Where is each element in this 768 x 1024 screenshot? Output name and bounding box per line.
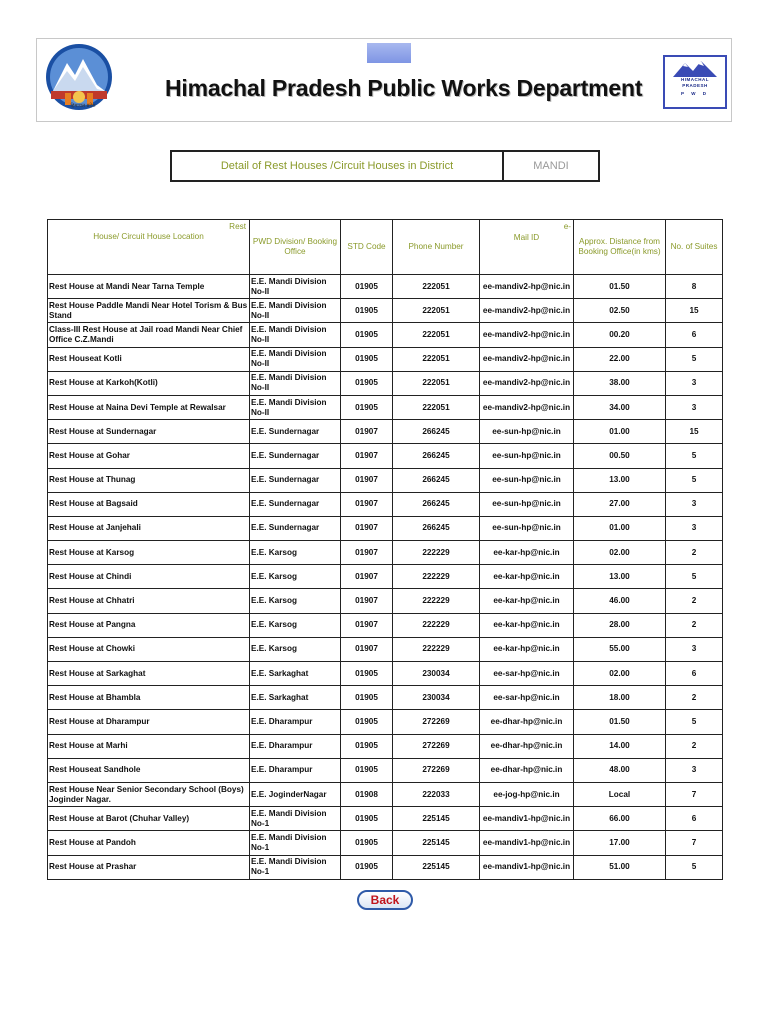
phone-cell: 266245	[393, 516, 480, 540]
suites-cell: 5	[666, 565, 723, 589]
header-location-text: House/ Circuit House Location	[93, 232, 204, 241]
std-code-cell: 01905	[341, 662, 393, 686]
mail-cell: ee-mandiv2-hp@nic.in	[480, 323, 574, 347]
district-detail-box	[170, 150, 600, 182]
division-cell: E.E. Mandi Division No-II	[250, 395, 341, 419]
division-cell: E.E. Mandi Division No-1	[250, 807, 341, 831]
mail-cell: ee-mandiv2-hp@nic.in	[480, 371, 574, 395]
pwd-logo-line1: HIMACHAL	[681, 77, 709, 82]
std-code-cell: 01907	[341, 516, 393, 540]
page-title: Himachal Pradesh Public Works Department	[165, 75, 643, 101]
table-header-row	[48, 220, 723, 275]
suites-cell: 6	[666, 323, 723, 347]
division-cell: E.E. Sarkaghat	[250, 686, 341, 710]
phone-cell: 222051	[393, 371, 480, 395]
std-code-cell: 01907	[341, 637, 393, 661]
phone-cell: 222051	[393, 347, 480, 371]
distance-cell: 51.00	[574, 855, 666, 879]
suites-cell: 5	[666, 710, 723, 734]
mail-cell: ee-mandiv2-hp@nic.in	[480, 347, 574, 371]
mail-cell: ee-mandiv2-hp@nic.in	[480, 275, 574, 299]
table-row	[48, 758, 723, 782]
std-code-cell: 01905	[341, 299, 393, 323]
division-cell: E.E. Sundernagar	[250, 468, 341, 492]
location-cell: Rest House at Mandi Near Tarna Temple	[48, 275, 250, 299]
distance-cell: 18.00	[574, 686, 666, 710]
mail-cell: ee-jog-hp@nic.in	[480, 782, 574, 806]
table-row	[48, 710, 723, 734]
phone-cell: 222051	[393, 395, 480, 419]
suites-cell: 3	[666, 637, 723, 661]
phone-cell: 266245	[393, 444, 480, 468]
location-cell: Rest House at Barot (Chuhar Valley)	[48, 807, 250, 831]
distance-cell: 34.00	[574, 395, 666, 419]
division-cell: E.E. Mandi Division No-1	[250, 831, 341, 855]
mail-cell: ee-sun-hp@nic.in	[480, 516, 574, 540]
std-code-cell: 01905	[341, 710, 393, 734]
location-cell: Rest Houseat Sandhole	[48, 758, 250, 782]
phone-cell: 222229	[393, 565, 480, 589]
phone-cell: 222051	[393, 323, 480, 347]
phone-cell: 222229	[393, 637, 480, 661]
distance-cell: 01.00	[574, 516, 666, 540]
std-code-cell: 01907	[341, 444, 393, 468]
mail-cell: ee-sun-hp@nic.in	[480, 468, 574, 492]
table-row	[48, 734, 723, 758]
suites-cell: 2	[666, 734, 723, 758]
table-row	[48, 637, 723, 661]
std-code-cell: 01908	[341, 782, 393, 806]
location-cell: Rest House Near Senior Secondary School (Boys) Joginder Nagar.	[48, 782, 250, 806]
table-row	[48, 855, 723, 879]
table-row	[48, 492, 723, 516]
table-row	[48, 589, 723, 613]
phone-cell: 272269	[393, 734, 480, 758]
distance-cell: 02.00	[574, 662, 666, 686]
phone-cell: 266245	[393, 468, 480, 492]
phone-cell: 230034	[393, 686, 480, 710]
division-cell: E.E. Mandi Division No-II	[250, 275, 341, 299]
suites-cell: 3	[666, 395, 723, 419]
table-row	[48, 613, 723, 637]
division-cell: E.E. Dharampur	[250, 710, 341, 734]
table-row	[48, 323, 723, 347]
mail-cell: ee-mandiv2-hp@nic.in	[480, 299, 574, 323]
distance-cell: 00.20	[574, 323, 666, 347]
division-cell: E.E. Sundernagar	[250, 444, 341, 468]
distance-cell: 28.00	[574, 613, 666, 637]
division-cell: E.E. Dharampur	[250, 734, 341, 758]
header-division: PWD Division/ Booking Office	[250, 220, 341, 275]
header-suites: No. of Suites	[666, 220, 723, 275]
table-row	[48, 468, 723, 492]
division-cell: E.E. Karsog	[250, 565, 341, 589]
location-cell: Rest House at Pangna	[48, 613, 250, 637]
phone-cell: 222229	[393, 613, 480, 637]
table-row	[48, 541, 723, 565]
mail-cell: ee-sun-hp@nic.in	[480, 444, 574, 468]
suites-cell: 5	[666, 347, 723, 371]
phone-cell: 222033	[393, 782, 480, 806]
suites-cell: 6	[666, 807, 723, 831]
mail-cell: ee-kar-hp@nic.in	[480, 589, 574, 613]
suites-cell: 2	[666, 613, 723, 637]
location-cell: Rest House at Chindi	[48, 565, 250, 589]
location-cell: Rest House at Thunag	[48, 468, 250, 492]
suites-cell: 5	[666, 444, 723, 468]
std-code-cell: 01907	[341, 492, 393, 516]
location-cell: Rest House at Dharampur	[48, 710, 250, 734]
phone-cell: 272269	[393, 710, 480, 734]
table-row	[48, 347, 723, 371]
division-cell: E.E. Sundernagar	[250, 516, 341, 540]
division-cell: E.E. Mandi Division No-II	[250, 347, 341, 371]
suites-cell: 6	[666, 662, 723, 686]
table-row	[48, 686, 723, 710]
suites-cell: 3	[666, 516, 723, 540]
distance-cell: 13.00	[574, 468, 666, 492]
division-cell: E.E. Sundernagar	[250, 420, 341, 444]
suites-cell: 2	[666, 686, 723, 710]
table-row	[48, 275, 723, 299]
distance-cell: 14.00	[574, 734, 666, 758]
suites-cell: 15	[666, 420, 723, 444]
phone-cell: 225145	[393, 855, 480, 879]
distance-cell: Local	[574, 782, 666, 806]
std-code-cell: 01907	[341, 589, 393, 613]
location-cell: Rest House at Karkoh(Kotli)	[48, 371, 250, 395]
distance-cell: 17.00	[574, 831, 666, 855]
mail-cell: ee-sar-hp@nic.in	[480, 662, 574, 686]
phone-cell: 266245	[393, 420, 480, 444]
header-banner	[36, 38, 732, 122]
header-distance: Approx. Distance from Booking Office(in kms)	[574, 220, 666, 275]
phone-cell: 225145	[393, 807, 480, 831]
header-phone: Phone Number	[393, 220, 480, 275]
suites-cell: 2	[666, 541, 723, 565]
division-cell: E.E. JoginderNagar	[250, 782, 341, 806]
std-code-cell: 01905	[341, 395, 393, 419]
mail-cell: ee-sar-hp@nic.in	[480, 686, 574, 710]
district-name: MANDI	[533, 160, 569, 172]
location-cell: Rest Houseat Kotli	[48, 347, 250, 371]
std-code-cell: 01907	[341, 541, 393, 565]
division-cell: E.E. Sarkaghat	[250, 662, 341, 686]
phone-cell: 222229	[393, 589, 480, 613]
mail-cell: ee-mandiv1-hp@nic.in	[480, 807, 574, 831]
division-cell: E.E. Sundernagar	[250, 492, 341, 516]
std-code-cell: 01905	[341, 831, 393, 855]
suites-cell: 7	[666, 831, 723, 855]
distance-cell: 38.00	[574, 371, 666, 395]
division-cell: E.E. Karsog	[250, 613, 341, 637]
table-row	[48, 299, 723, 323]
mail-cell: ee-dhar-hp@nic.in	[480, 710, 574, 734]
table-row	[48, 371, 723, 395]
division-cell: E.E. Mandi Division No-1	[250, 855, 341, 879]
mail-cell: ee-kar-hp@nic.in	[480, 613, 574, 637]
emblem-caption: हिमाचल प्रदेश	[70, 103, 96, 109]
distance-cell: 66.00	[574, 807, 666, 831]
mail-cell: ee-kar-hp@nic.in	[480, 565, 574, 589]
location-cell: Class-III Rest House at Jail road Mandi Near Chief Office C.Z.Mandi	[48, 323, 250, 347]
table-row	[48, 662, 723, 686]
distance-cell: 27.00	[574, 492, 666, 516]
table-row	[48, 807, 723, 831]
distance-cell: 02.50	[574, 299, 666, 323]
location-cell: Rest House at Chhatri	[48, 589, 250, 613]
mail-cell: ee-dhar-hp@nic.in	[480, 758, 574, 782]
distance-cell: 01.50	[574, 275, 666, 299]
pwd-logo	[663, 55, 727, 109]
mail-cell: ee-dhar-hp@nic.in	[480, 734, 574, 758]
std-code-cell: 01905	[341, 807, 393, 831]
std-code-cell: 01907	[341, 565, 393, 589]
location-cell: Rest House at Bhambla	[48, 686, 250, 710]
std-code-cell: 01905	[341, 855, 393, 879]
location-cell: Rest House at Bagsaid	[48, 492, 250, 516]
division-cell: E.E. Mandi Division No-II	[250, 323, 341, 347]
suites-cell: 2	[666, 589, 723, 613]
distance-cell: 01.50	[574, 710, 666, 734]
division-cell: E.E. Karsog	[250, 589, 341, 613]
mail-cell: ee-kar-hp@nic.in	[480, 637, 574, 661]
mail-cell: ee-mandiv1-hp@nic.in	[480, 855, 574, 879]
detail-label: Detail of Rest Houses /Circuit Houses in District	[172, 152, 504, 180]
phone-cell: 222051	[393, 275, 480, 299]
header-mail	[480, 220, 574, 275]
table-row	[48, 444, 723, 468]
table-row	[48, 565, 723, 589]
std-code-cell: 01905	[341, 275, 393, 299]
std-code-cell: 01905	[341, 323, 393, 347]
location-cell: Rest House at Gohar	[48, 444, 250, 468]
location-cell: Rest House Paddle Mandi Near Hotel Torism & Bus Stand	[48, 299, 250, 323]
header-mail-prefix: e-	[563, 222, 571, 231]
header-location	[48, 220, 250, 275]
phone-cell: 222229	[393, 541, 480, 565]
location-cell: Rest House at Sarkaghat	[48, 662, 250, 686]
distance-cell: 00.50	[574, 444, 666, 468]
phone-cell: 272269	[393, 758, 480, 782]
table-row	[48, 782, 723, 806]
suites-cell: 8	[666, 275, 723, 299]
distance-cell: 55.00	[574, 637, 666, 661]
suites-cell: 15	[666, 299, 723, 323]
suites-cell: 3	[666, 371, 723, 395]
suites-cell: 5	[666, 468, 723, 492]
std-code-cell: 01905	[341, 758, 393, 782]
location-cell: Rest House at Sundernagar	[48, 420, 250, 444]
suites-cell: 7	[666, 782, 723, 806]
header-std-code: STD Code	[341, 220, 393, 275]
mail-cell: ee-sun-hp@nic.in	[480, 492, 574, 516]
location-cell: Rest House at Pandoh	[48, 831, 250, 855]
mountain-icon	[665, 59, 725, 79]
std-code-cell: 01907	[341, 468, 393, 492]
division-cell: E.E. Dharampur	[250, 758, 341, 782]
mail-cell: ee-sun-hp@nic.in	[480, 420, 574, 444]
pwd-logo-line3: P W D	[681, 91, 709, 96]
table-row	[48, 420, 723, 444]
table-row	[48, 395, 723, 419]
distance-cell: 48.00	[574, 758, 666, 782]
mail-cell: ee-mandiv1-hp@nic.in	[480, 831, 574, 855]
distance-cell: 02.00	[574, 541, 666, 565]
division-cell: E.E. Karsog	[250, 637, 341, 661]
suites-cell: 3	[666, 492, 723, 516]
banner-accent-bar	[367, 43, 411, 63]
location-cell: Rest House at Prashar	[48, 855, 250, 879]
std-code-cell: 01907	[341, 613, 393, 637]
phone-cell: 222051	[393, 299, 480, 323]
location-cell: Rest House at Chowki	[48, 637, 250, 661]
phone-cell: 266245	[393, 492, 480, 516]
distance-cell: 01.00	[574, 420, 666, 444]
header-mail-text: Mail ID	[513, 233, 540, 242]
distance-cell: 13.00	[574, 565, 666, 589]
std-code-cell: 01905	[341, 686, 393, 710]
division-cell: E.E. Karsog	[250, 541, 341, 565]
header-location-prefix: Rest	[229, 222, 246, 231]
location-cell: Rest House at Janjehali	[48, 516, 250, 540]
location-cell: Rest House at Marhi	[48, 734, 250, 758]
pwd-logo-line2: PRADESH	[682, 83, 708, 88]
rest-house-table	[47, 219, 723, 880]
location-cell: Rest House at Naina Devi Temple at Rewalsar	[48, 395, 250, 419]
division-cell: E.E. Mandi Division No-II	[250, 299, 341, 323]
std-code-cell: 01905	[341, 347, 393, 371]
phone-cell: 225145	[393, 831, 480, 855]
std-code-cell: 01905	[341, 371, 393, 395]
std-code-cell: 01905	[341, 734, 393, 758]
table-row	[48, 516, 723, 540]
std-code-cell: 01907	[341, 420, 393, 444]
table-row	[48, 831, 723, 855]
location-cell: Rest House at Karsog	[48, 541, 250, 565]
distance-cell: 22.00	[574, 347, 666, 371]
division-cell: E.E. Mandi Division No-II	[250, 371, 341, 395]
mail-cell: ee-kar-hp@nic.in	[480, 541, 574, 565]
mail-cell: ee-mandiv2-hp@nic.in	[480, 395, 574, 419]
suites-cell: 3	[666, 758, 723, 782]
phone-cell: 230034	[393, 662, 480, 686]
distance-cell: 46.00	[574, 589, 666, 613]
suites-cell: 5	[666, 855, 723, 879]
back-button[interactable]: Back	[357, 890, 413, 910]
